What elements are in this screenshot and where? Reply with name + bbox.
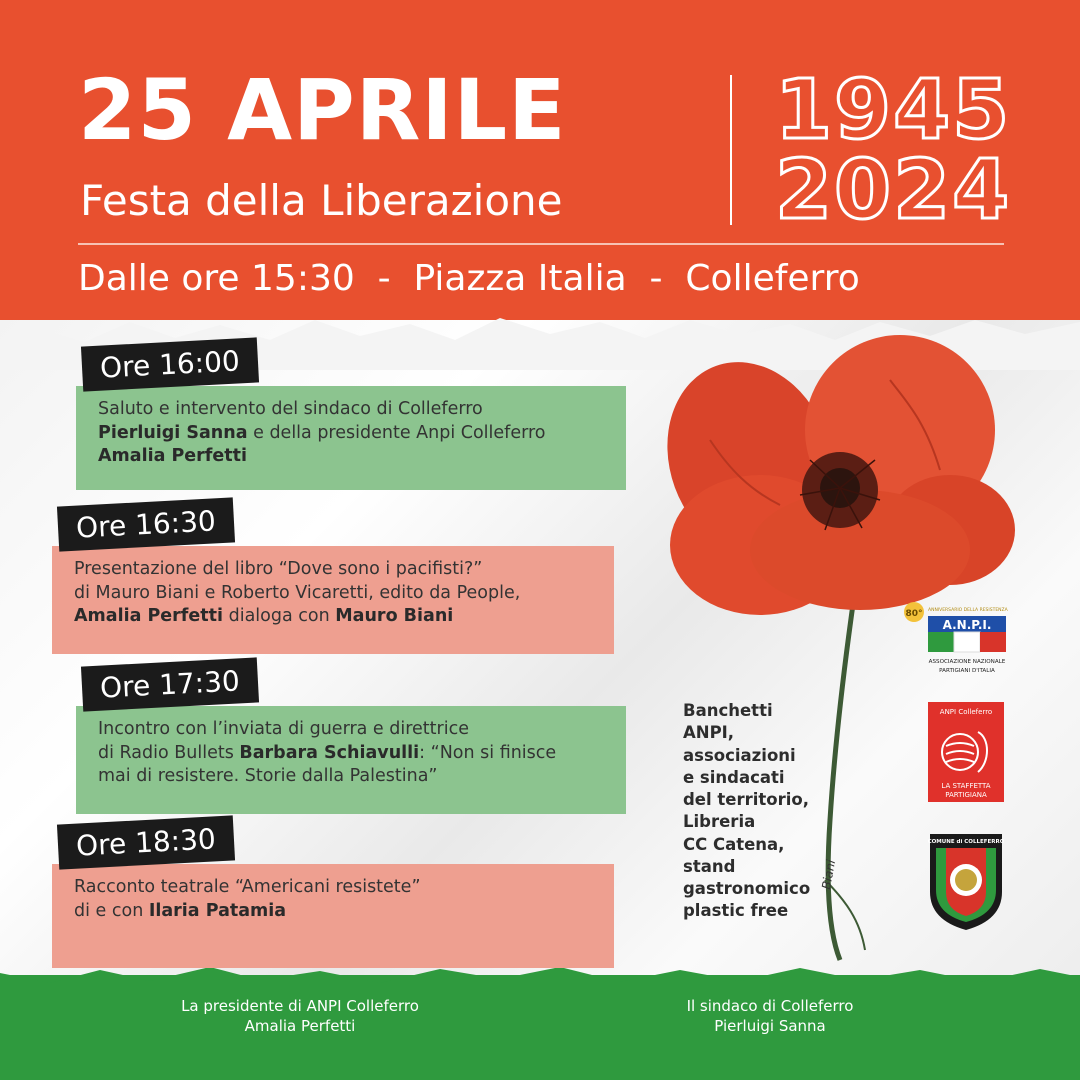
anpi-logo	[902, 602, 1010, 682]
comune-text: COMUNE di COLLEFERRO	[928, 839, 1004, 845]
event-subtitle: Festa della Liberazione	[80, 176, 563, 225]
event-1-speaker: Pierluigi Sanna	[98, 422, 248, 443]
staffetta-top-text: ANPI Colleferro	[939, 708, 993, 716]
year-end: 2024	[775, 143, 1012, 238]
anpi-anniversary-text: ANNIVERSARIO DELLA RESISTENZA	[928, 608, 1008, 613]
event-3-line2: di Radio Bullets Barbara Schiavulli: “Non si finisce	[98, 742, 557, 763]
event-title: 25 APRILE	[78, 61, 567, 159]
side-note: Banchetti ANPI, associazioni e sindacati del territorio, Libreria CC Catena, stand gastronomico plastic free	[683, 701, 811, 921]
footer-left	[150, 996, 450, 1037]
staffetta-partigiana-logo	[928, 702, 1004, 802]
anpi-80-badge: 80°	[905, 609, 923, 619]
event-time-4: Ore 18:30	[57, 815, 235, 869]
event-1-line2: Pierluigi Sanna e della presidente Anpi Colleferro	[98, 422, 546, 443]
artist-signature: Biani	[819, 858, 839, 891]
event-2-line2: di Mauro Biani e Roberto Vicaretti, edito da People,	[74, 582, 521, 603]
staffetta-bottom-text-1: LA STAFFETTA	[941, 782, 991, 790]
year-start: 1945	[775, 63, 1012, 158]
event-1-line1: Saluto e intervento del sindaco di Colleferro	[98, 399, 483, 419]
event-2-line3: Amalia Perfetti dialoga con Mauro Biani	[74, 606, 454, 627]
footer-right-name: Pierluigi Sanna	[714, 1017, 826, 1036]
anpi-full-name-2: PARTIGIANI D'ITALIA	[939, 668, 995, 674]
event-box-2	[52, 546, 614, 654]
anpi-full-name-1: ASSOCIAZIONE NAZIONALE	[928, 659, 1006, 665]
event-time-3: Ore 17:30	[81, 657, 259, 711]
event-1-line3	[98, 445, 604, 469]
header-rule	[78, 243, 1004, 245]
event-time-2: Ore 16:30	[57, 497, 235, 551]
event-time-1: Ore 16:00	[81, 337, 259, 391]
footer-left-role: La presidente di ANPI Colleferro	[181, 997, 419, 1015]
event-3-line3: mai di resistere. Storie dalla Palestina”	[98, 766, 438, 787]
comune-colleferro-shield	[928, 832, 1004, 932]
event-4-line2: di e con Ilaria Patamia	[74, 900, 287, 921]
event-1-president: Amalia Perfetti	[98, 446, 248, 467]
header-divider	[730, 75, 732, 225]
footer-right	[640, 996, 900, 1037]
event-box-3	[76, 706, 626, 814]
anpi-acronym: A.N.P.I.	[942, 618, 992, 632]
event-2-line1: Presentazione del libro “Dove sono i pacifisti?”	[74, 559, 483, 579]
event-box-1	[76, 386, 626, 490]
event-3-line1: Incontro con l’inviata di guerra e direttrice	[98, 719, 469, 739]
footer-right-role: Il sindaco di Colleferro	[686, 997, 854, 1015]
event-4-line1: Racconto teatrale “Americani resistete”	[74, 877, 421, 897]
staffetta-bottom-text-2: PARTIGIANA	[945, 791, 987, 799]
event-box-4	[52, 864, 614, 968]
time-place-line: Dalle ore 15:30 - Piazza Italia - Colleferro	[78, 258, 860, 299]
footer-left-name: Amalia Perfetti	[244, 1017, 356, 1036]
